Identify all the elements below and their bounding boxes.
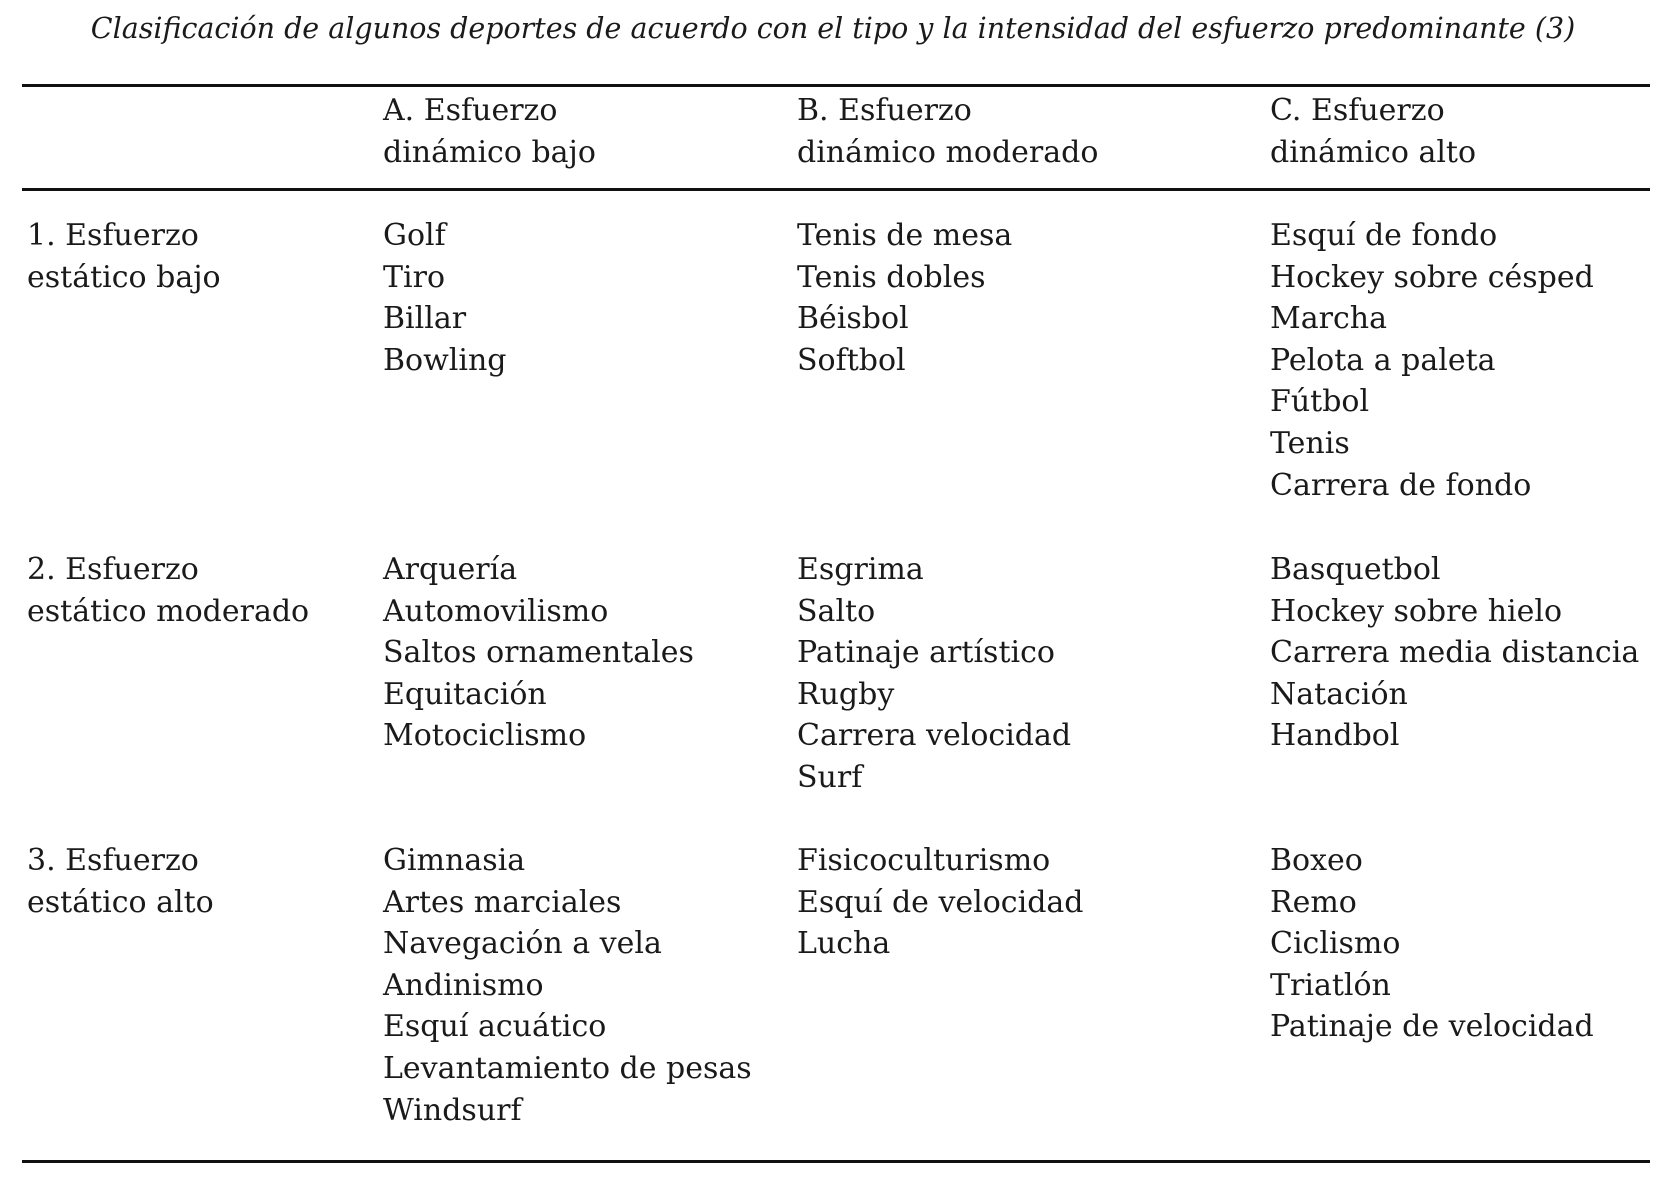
sport-item: Softbol	[797, 342, 906, 378]
cell-row3-col-b	[797, 840, 1084, 965]
column-header-a-line1: A. Esfuerzo	[383, 93, 558, 128]
row-label-3	[27, 840, 214, 923]
row-label-line2: estático bajo	[27, 259, 221, 295]
column-header-b-line2: dinámico moderado	[797, 134, 1099, 170]
cell-row2-col-a	[383, 549, 694, 757]
sport-item: Esquí de fondo	[1270, 218, 1498, 253]
sport-item: Fisicoculturismo	[797, 843, 1051, 878]
sport-item: Boxeo	[1270, 843, 1363, 878]
sport-item: Hockey sobre hielo	[1270, 593, 1563, 629]
sport-item: Basquetbol	[1270, 552, 1441, 587]
sport-item: Bowling	[383, 342, 507, 378]
sport-item: Surf	[797, 759, 863, 795]
sport-item: Marcha	[1270, 301, 1387, 337]
sport-item: Windsurf	[383, 1092, 522, 1128]
row-label-line1: 2. Esfuerzo	[27, 552, 199, 587]
column-header-c-line1: C. Esfuerzo	[1270, 93, 1445, 128]
top-rule	[22, 84, 1650, 87]
sport-item: Esgrima	[797, 552, 924, 587]
column-header-b	[797, 90, 1098, 173]
sport-item: Carrera velocidad	[797, 718, 1072, 754]
sport-item: Patinaje artístico	[797, 635, 1055, 671]
sport-item: Andinismo	[383, 967, 544, 1003]
table-caption: Clasificación de algunos deportes de acuerdo con el tipo y la intensidad del esfuerzo predominante (3)	[90, 12, 1576, 45]
column-header-a	[383, 90, 596, 173]
sport-item: Carrera media distancia	[1270, 635, 1640, 671]
column-header-b-line1: B. Esfuerzo	[797, 93, 972, 128]
sport-item: Pelota a paleta	[1270, 342, 1496, 378]
sport-item: Béisbol	[797, 301, 909, 337]
sport-item: Tenis de mesa	[797, 218, 1013, 253]
column-header-a-line2: dinámico bajo	[383, 134, 596, 170]
sport-item: Hockey sobre césped	[1270, 259, 1594, 295]
sport-item: Remo	[1270, 884, 1357, 920]
sport-item: Rugby	[797, 676, 895, 712]
sport-item: Lucha	[797, 926, 891, 962]
sport-item: Golf	[383, 218, 446, 253]
sport-item: Tenis	[1270, 425, 1350, 461]
sport-item: Automovilismo	[383, 593, 609, 629]
sport-item: Esquí acuático	[383, 1009, 607, 1045]
cell-row1-col-c	[1270, 215, 1594, 506]
bottom-rule	[22, 1160, 1650, 1163]
sport-item: Esquí de velocidad	[797, 884, 1084, 920]
sport-item: Motociclismo	[383, 718, 587, 754]
row-label-1	[27, 215, 221, 298]
sport-item: Natación	[1270, 676, 1408, 712]
column-header-c-line2: dinámico alto	[1270, 134, 1477, 170]
cell-row2-col-c	[1270, 549, 1639, 757]
sport-item: Fútbol	[1270, 384, 1370, 420]
row-label-line1: 3. Esfuerzo	[27, 843, 199, 878]
sport-item: Triatlón	[1270, 967, 1391, 1003]
sport-item: Ciclismo	[1270, 926, 1401, 962]
cell-row3-col-a	[383, 840, 752, 1131]
column-header-c	[1270, 90, 1476, 173]
sport-item: Saltos ornamentales	[383, 635, 694, 671]
sport-item: Patinaje de velocidad	[1270, 1009, 1594, 1045]
sport-item: Tiro	[383, 259, 446, 295]
sport-item: Arquería	[383, 552, 518, 587]
sport-item: Billar	[383, 301, 467, 337]
sport-item: Artes marciales	[383, 884, 622, 920]
sport-item: Gimnasia	[383, 843, 526, 878]
sport-item: Levantamiento de pesas	[383, 1050, 752, 1086]
cell-row1-col-b	[797, 215, 1012, 381]
sport-item: Carrera de fondo	[1270, 467, 1532, 503]
cell-row3-col-c	[1270, 840, 1594, 1048]
sport-item: Handbol	[1270, 718, 1400, 754]
sport-item: Tenis dobles	[797, 259, 986, 295]
sport-item: Equitación	[383, 676, 547, 712]
row-label-line2: estático alto	[27, 884, 214, 920]
header-rule	[22, 188, 1650, 191]
row-label-line1: 1. Esfuerzo	[27, 218, 199, 253]
row-label-line2: estático moderado	[27, 593, 310, 629]
sport-item: Salto	[797, 593, 876, 629]
sport-item: Navegación a vela	[383, 926, 662, 962]
cell-row1-col-a	[383, 215, 507, 381]
row-label-2	[27, 549, 309, 632]
cell-row2-col-b	[797, 549, 1071, 799]
